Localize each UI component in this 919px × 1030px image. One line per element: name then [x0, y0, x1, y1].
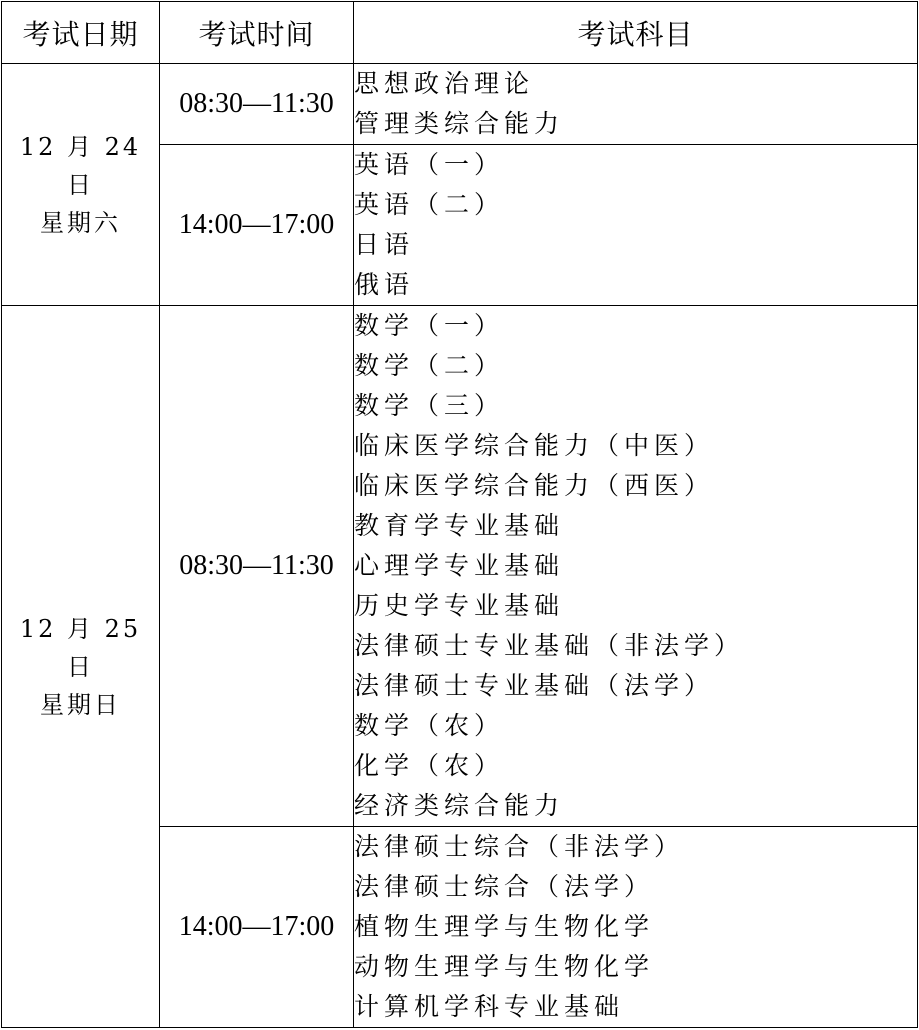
subject-list	[354, 145, 918, 306]
subject-item: 动物生理学与生物化学	[354, 952, 655, 981]
subject-item: 数学（三）	[354, 391, 505, 420]
subject-item: 临床医学综合能力（西医）	[354, 471, 715, 500]
exam-date: 12 月 25 日	[19, 614, 142, 681]
header-date: 考试日期	[2, 2, 160, 64]
subject-item: 法律硕士专业基础（法学）	[354, 671, 715, 700]
header-row	[2, 2, 918, 64]
subject-item: 临床医学综合能力（中医）	[354, 431, 715, 460]
exam-weekday: 星期六	[40, 208, 121, 237]
subject-item: 数学（二）	[354, 351, 505, 380]
exam-weekday: 星期日	[40, 690, 121, 719]
subject-item: 经济类综合能力	[354, 791, 565, 820]
subject-item: 教育学专业基础	[354, 511, 565, 540]
time-cell: 08:30—11:30	[160, 306, 354, 827]
exam-date: 12 月 24 日	[19, 132, 142, 199]
subject-item: 英语（一）	[354, 150, 505, 179]
subject-list	[354, 64, 918, 145]
subject-item: 植物生理学与生物化学	[354, 912, 655, 941]
table-row	[2, 306, 918, 827]
subject-item: 数学（一）	[354, 311, 505, 340]
subject-item: 思想政治理论	[354, 69, 535, 98]
subject-item: 心理学专业基础	[354, 551, 565, 580]
subject-item: 数学（农）	[354, 711, 505, 740]
subject-item: 历史学专业基础	[354, 591, 565, 620]
subject-item: 俄语	[354, 270, 415, 299]
header-time: 考试时间	[160, 2, 354, 64]
time-cell: 14:00—17:00	[160, 827, 354, 1028]
time-cell: 08:30—11:30	[160, 64, 354, 145]
time-cell: 14:00—17:00	[160, 145, 354, 306]
subject-item: 计算机学科专业基础	[354, 992, 625, 1021]
subject-item: 英语（二）	[354, 190, 505, 219]
exam-schedule-table	[1, 1, 918, 1028]
subject-item: 管理类综合能力	[354, 109, 565, 138]
header-subject: 考试科目	[354, 2, 918, 64]
subject-item: 化学（农）	[354, 751, 505, 780]
subject-item: 法律硕士综合（非法学）	[354, 832, 685, 861]
table-row	[2, 64, 918, 145]
subject-item: 日语	[354, 230, 415, 259]
subject-list	[354, 827, 918, 1028]
subject-item: 法律硕士专业基础（非法学）	[354, 631, 745, 660]
subject-list	[354, 306, 918, 827]
date-cell-day1	[2, 64, 160, 306]
subject-item: 法律硕士综合（法学）	[354, 872, 655, 901]
date-cell-day2	[2, 306, 160, 1028]
